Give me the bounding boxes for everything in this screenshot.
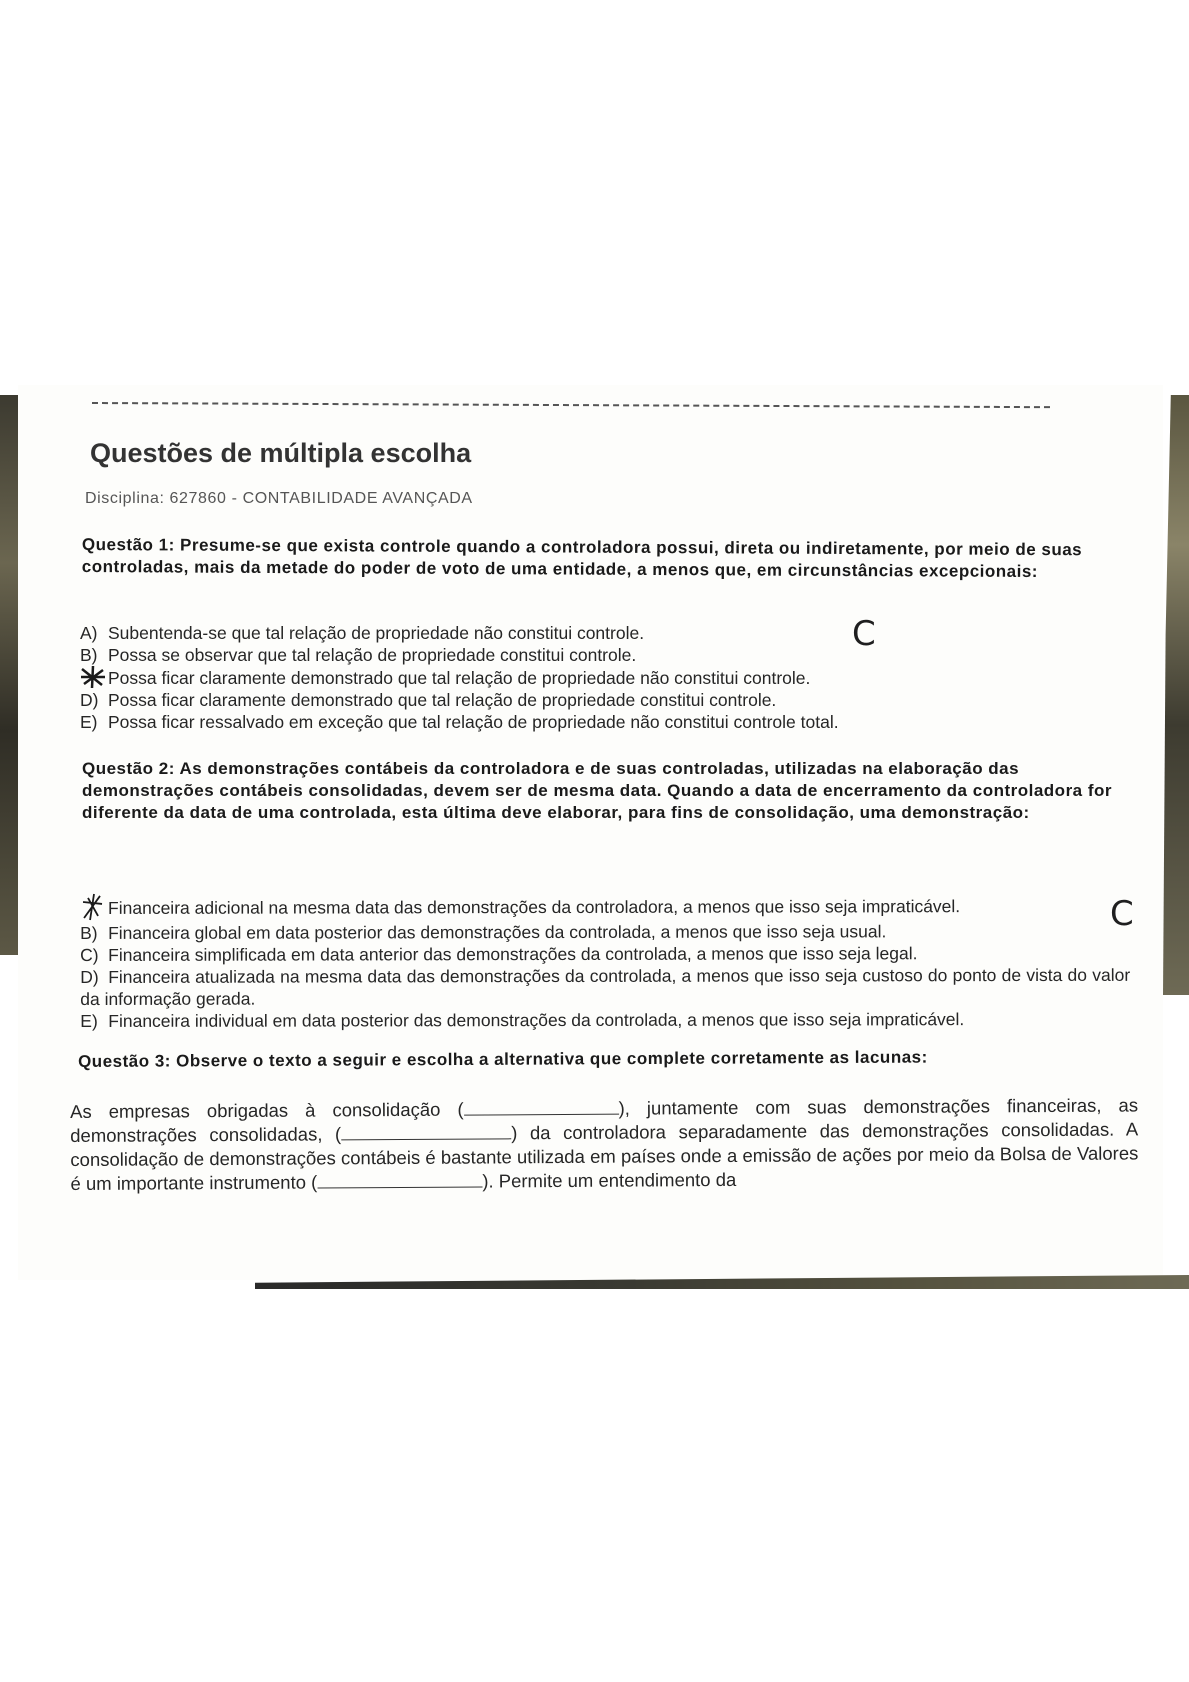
option-c[interactable] [80, 942, 1130, 966]
option-text: Financeira global em data posterior das demonstrações da controlada, a menos que isso seja usual. [108, 921, 887, 943]
page-title: Questões de múltipla escolha [90, 438, 472, 468]
option-letter: C) [80, 944, 99, 965]
scribble-mark-icon [80, 892, 106, 922]
background-edge-right [1163, 395, 1189, 995]
option-d[interactable] [80, 689, 980, 711]
option-text: Financeira atualizada na mesma data das demonstrações da controlada, a menos que isso seja custoso do ponto de vista do valor da informação gerada. [80, 964, 1131, 1009]
option-e[interactable] [80, 711, 980, 733]
option-text: Possa ficar claramente demonstrado que tal relação de propriedade não constitui controle. [108, 668, 811, 688]
option-text: Possa se observar que tal relação de propriedade constitui controle. [108, 645, 637, 665]
fill-blank-3[interactable] [317, 1169, 482, 1188]
paragraph-segment: ), juntamente com suas demonstrações financeiras, as demonstrações consolidadas, ( [70, 1094, 1139, 1146]
question-1-options [80, 622, 980, 733]
option-b[interactable] [80, 920, 1130, 944]
paragraph-segment: ). Permite um entendimento da [482, 1168, 737, 1192]
option-letter: B) [80, 922, 98, 943]
option-letter: A) [80, 623, 98, 643]
option-text: Financeira adicional na mesma data das demonstrações da controladora, a menos que isso seja impraticável. [108, 896, 961, 918]
option-d[interactable] [80, 964, 1130, 1010]
option-text: Subentenda-se que tal relação de propriedade não constitui controle. [108, 623, 645, 643]
scribble-mark-icon [80, 666, 106, 688]
option-letter: E) [80, 1010, 98, 1031]
handwritten-answer-1: C [852, 614, 876, 654]
option-letter-marked [80, 666, 108, 689]
option-text: Financeira simplificada em data anterior das demonstrações da controlada, a menos que isso seja legal. [108, 943, 918, 965]
handwritten-answer-2: C [1110, 894, 1134, 934]
background-edge-left [0, 395, 18, 955]
fill-blank-1[interactable] [464, 1097, 619, 1116]
question-2-heading: Questão 2: As demonstrações contábeis da controladora e de suas controladas, utilizadas na elaboração das demonstrações contábeis consolidadas, devem ser de mesma data. Quando a data de encerramento da controladora for diferente da data de uma controlada, esta última deve elaborar, para fins de consolidação, uma demonstração: [82, 759, 1113, 822]
paragraph-segment: ) da controladora separadamente das demonstrações consolidadas. A consolidação de demonstrações contábeis é bastante utilizada em países onde a emissão de ações por meio da Bolsa de Valores é um importante instrumento ( [70, 1118, 1139, 1194]
option-c[interactable] [80, 666, 980, 689]
question-3-heading: Questão 3: Observe o texto a seguir e escolha a alternativa que complete corretamente as lacunas: [78, 1047, 928, 1071]
option-a[interactable] [80, 622, 980, 644]
fill-blank-2[interactable] [341, 1121, 511, 1140]
option-letter: D) [80, 966, 99, 987]
paragraph-segment: As empresas obrigadas à consolidação ( [70, 1098, 464, 1122]
option-text: Possa ficar ressalvado em exceção que tal relação de propriedade não constitui controle total. [108, 712, 839, 732]
discipline-line: Disciplina: 627860 - CONTABILIDADE AVANÇADA [85, 490, 473, 507]
option-text: Possa ficar claramente demonstrado que tal relação de propriedade constitui controle. [108, 690, 777, 710]
option-letter-marked [80, 892, 108, 922]
option-e[interactable] [80, 1008, 1130, 1032]
question-1-heading: Questão 1: Presume-se que exista controle quando a controladora possui, direta ou indiretamente, por meio de suas controladas, mais da metade do poder de voto de uma entidade, a menos que, em circunstâncias excepcionais: [81, 535, 1083, 582]
option-letter: E) [80, 712, 98, 732]
option-text: Financeira individual em data posterior das demonstrações da controlada, a menos que isso seja impraticável. [108, 1009, 965, 1031]
option-letter: D) [80, 690, 99, 710]
question-2-options [80, 890, 1130, 1032]
question-3-paragraph [70, 1093, 1139, 1196]
option-a[interactable] [80, 890, 1130, 922]
option-letter: B) [80, 645, 98, 665]
option-b[interactable] [80, 644, 980, 666]
